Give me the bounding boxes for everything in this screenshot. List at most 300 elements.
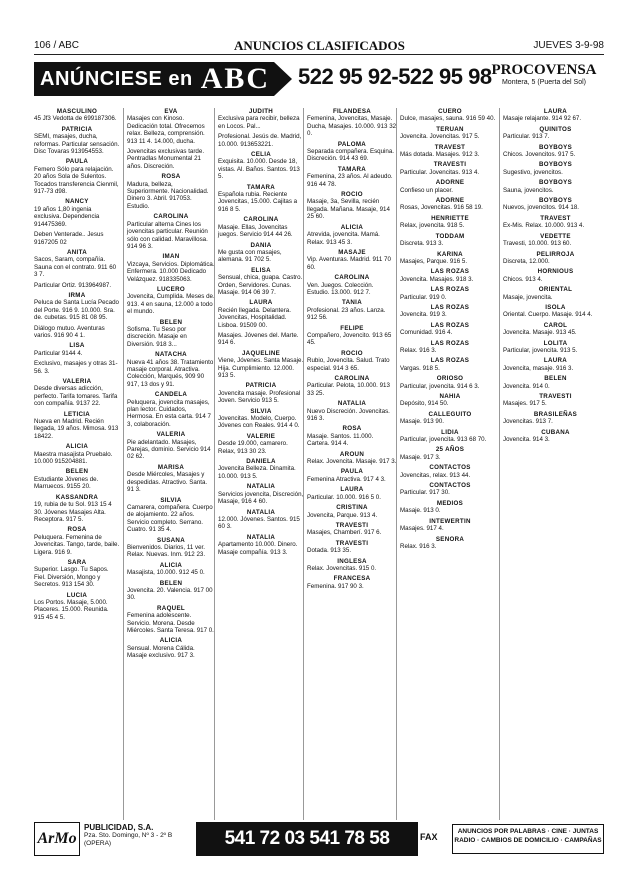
classified-ad <box>34 198 120 228</box>
classified-ad <box>34 443 120 465</box>
ad-title: TODDAM <box>435 232 465 240</box>
classified-ad <box>503 411 608 426</box>
ad-title: LUCERO <box>157 285 185 293</box>
ad-title: NANCY <box>65 198 89 206</box>
ad-body: Nuevo Discreción. Jovencitas. 916 3. <box>307 407 390 423</box>
classified-ad <box>34 158 120 195</box>
ad-body: Jovencita. 919 3. <box>400 311 447 319</box>
classified-ad <box>307 108 397 138</box>
ad-title: LAS ROZAS <box>430 303 470 311</box>
classified-ad <box>34 249 120 279</box>
ad-title: ISOLA <box>545 303 566 311</box>
ad-body: Peluquera. Femenina de Jovencitas. Tango, tarde, baile. Ligera. 916 9. <box>34 533 120 556</box>
ad-title: KASSANDRA <box>55 493 99 501</box>
ad-body: Nuevos, jovencitos. 914 18. <box>503 204 580 212</box>
ad-body: Desde Miércoles, Masajes y despedidas. Atractivo. Santa. 91 3. <box>127 471 208 494</box>
ad-body: 19 años 1,80 ingenia exclusiva. Dependencia 914475369. <box>34 205 100 228</box>
ad-title: ALICIA <box>159 637 183 645</box>
ad-body: Madura, belleza, Superiormente. Nacionalidad. Dinero 3. Abril. 917053. Estudio. <box>127 180 209 210</box>
ad-body: Masajes, Parque. 916 5. <box>400 257 468 265</box>
ad-body: Vargas. 918 5. <box>400 364 440 372</box>
ad-body: Comunidad. 916 4. <box>400 329 453 337</box>
fax-label: FAX <box>420 832 438 842</box>
ad-body: Sugestivo, jovencitos. <box>503 168 563 176</box>
classified-ad <box>503 126 608 141</box>
ad-title: EVA <box>164 108 178 115</box>
ad-title: LAS ROZAS <box>430 339 470 347</box>
ad-title: TRAVESTI <box>433 161 467 169</box>
ad-title: LAS ROZAS <box>430 321 470 329</box>
ad-body: Masaje, 3a, Sevilla, recién llegada. Mañana. Masaje, 914 25 60. <box>307 198 390 221</box>
classified-ad <box>34 559 120 589</box>
classified-ad <box>34 592 120 622</box>
ad-body: Masaje, jovencita. <box>503 293 553 301</box>
ad-title: BOYBOYS <box>538 143 573 151</box>
ad-body: Profesional. Jesús de. Madrid, 10.000. 913653221. <box>218 133 302 148</box>
classified-ad <box>307 141 397 163</box>
page-header <box>34 40 604 55</box>
classified-ad <box>127 253 215 283</box>
ad-title: PAULA <box>340 468 364 476</box>
classified-ad <box>34 360 120 375</box>
ad-title: ROCIO <box>341 349 363 357</box>
ad-body: Chicos. 913 4. <box>503 275 543 283</box>
classified-columns <box>34 108 604 820</box>
ad-title: FELIPE <box>340 324 364 332</box>
publisher-info <box>84 824 194 848</box>
classified-ad <box>218 534 304 556</box>
classified-ad <box>400 429 500 444</box>
ad-title: BELEN <box>159 318 183 326</box>
ad-body: Recién llegada. Delantera. Jovencitas, Hospitalidad. Lisboa. 91509 00. <box>218 306 291 329</box>
ad-title: JUDITH <box>248 108 274 115</box>
footer-ad <box>34 822 604 856</box>
ad-title: ORIENTAL <box>538 286 573 294</box>
ad-title: QUINITOS <box>539 125 572 133</box>
ad-body: Pie adelantado. Masajes, Parejas, dominio. Servicio 914 02 62. <box>127 438 211 461</box>
classified-ad <box>218 483 304 505</box>
ad-title: ANITA <box>67 248 87 256</box>
advertise-banner <box>34 62 604 100</box>
ad-title: MARISA <box>157 463 185 471</box>
ad-body: Masajes, Chamberí. 917 6. <box>307 529 382 537</box>
ad-body: Sofisma. Tu Seso por discreción. Masaje en Diversión. 918 3... <box>127 325 187 348</box>
ad-body: Femenina, 23 años. Al adeudo. 916 44 78. <box>307 173 393 188</box>
classified-ad <box>218 299 304 329</box>
classified-ad <box>400 108 500 123</box>
ad-body: Jovencitas. 913 7. <box>503 418 553 426</box>
ad-body: Particular, jovencita. 913 5. <box>503 346 578 354</box>
ad-title: LIDIA <box>441 428 459 436</box>
classified-ad <box>127 351 215 388</box>
ad-body: Jovencita. 914 3. <box>503 436 550 444</box>
page-number: 106 / ABC <box>34 40 80 51</box>
ad-title: CAROLINA <box>153 213 189 221</box>
classified-ad <box>503 304 608 319</box>
classified-ad <box>400 375 500 390</box>
ad-body: Particular. 919 0. <box>400 293 447 301</box>
classified-ad <box>503 340 608 355</box>
ad-title: NATACHA <box>155 351 187 359</box>
classified-ad <box>34 325 120 340</box>
classified-ad <box>503 197 608 212</box>
classified-ad <box>127 173 215 210</box>
ad-body: Jovencita. 20. Valencia. 917 00 30. <box>127 586 213 602</box>
ad-title: LAURA <box>543 357 568 365</box>
classified-ad <box>218 151 304 181</box>
ad-title: CUBANA <box>541 428 570 436</box>
publisher-name: PUBLICIDAD, S.A. <box>84 823 154 832</box>
publisher-address: Pza. Sto. Domingo, Nº 3 - 2º B (OPERA) <box>84 832 173 847</box>
classified-ad <box>127 108 215 145</box>
ad-title: LISA <box>69 342 85 350</box>
ad-title: CONTACTOS <box>429 482 471 490</box>
ad-title: TRAVESTI <box>539 393 572 400</box>
ad-body: Particular, jovencita. 913 68 70. <box>400 436 487 444</box>
classified-ad <box>218 184 304 214</box>
ad-body: Particular 9144 4. <box>34 349 83 357</box>
classified-ad <box>34 378 120 408</box>
classified-ad <box>218 133 304 148</box>
ad-title: NATALIA <box>246 508 276 516</box>
ad-title: 25 AÑOS <box>435 446 465 454</box>
ad-body: Exquisita. 10.000. Desde 18, vistas. Al. Baños. Santos. 913 5. <box>218 158 300 181</box>
services-line-1: ANUNCIOS POR PALABRAS · CINE · JUNTAS <box>457 828 599 835</box>
ad-title: TRAVEST <box>540 214 571 222</box>
ad-body: Relax, jovencita. 918 5. <box>400 222 465 230</box>
ad-body: Jovencita, Parque. 913 4. <box>307 511 378 519</box>
ad-title: VEDETTE <box>540 232 571 240</box>
classified-ad <box>127 637 215 659</box>
ad-title: CANDELA <box>154 391 188 399</box>
ad-title: NATALIA <box>246 483 276 491</box>
classified-ad <box>34 494 120 524</box>
services-box <box>452 824 604 854</box>
ad-title: CONTACTOS <box>429 464 471 472</box>
classified-ad <box>503 108 608 123</box>
classified-ad <box>503 393 608 408</box>
classified-ad <box>127 213 215 250</box>
column-4 <box>303 108 397 820</box>
ad-body: Jovencita. 914 0. <box>503 382 550 390</box>
classified-ad <box>400 340 500 355</box>
ad-title: BELEN <box>159 579 183 587</box>
arrow-shape <box>274 62 292 96</box>
classified-ad <box>400 304 500 319</box>
ad-title: BELEN <box>65 468 89 476</box>
classified-ad <box>503 286 608 301</box>
ad-title: CAROLINA <box>334 375 370 382</box>
ad-title: CUERO <box>438 108 462 115</box>
ad-title: INGLESA <box>337 557 367 565</box>
ad-title: LAS ROZAS <box>430 268 470 276</box>
ad-body: Particular. 917 30. <box>400 489 450 497</box>
ad-body: Particular. 10.000. 916 5 0. <box>307 493 381 501</box>
ad-body: Atrevida, jovencita. Mamá. Relax. 913 45 3. <box>307 231 380 246</box>
classified-ad <box>307 191 397 221</box>
classified-ad <box>127 464 215 494</box>
classified-ad <box>400 179 500 194</box>
ad-body: Discreta, 12.000. <box>503 257 550 265</box>
classified-ad <box>503 179 608 194</box>
ad-body: Masajes con Kinoso. Dedicación total. Ofrecemos relax. Belleza, comprensión. 913 11 4. 14.000, ducha. <box>127 115 205 145</box>
ad-body: Masajes. 917 4. <box>400 525 444 533</box>
classified-ad <box>307 350 397 372</box>
procovensa-block <box>484 62 604 86</box>
classified-ad <box>127 319 215 349</box>
ad-body: Los Portos. Masaje, 5.000. Placeres. 15.000. Reunida. 915 45 4 5. <box>34 598 109 621</box>
classified-ad <box>400 518 500 533</box>
ad-title: CAROLINA <box>243 216 279 224</box>
ad-body: Masaje. Ellas, Jovencitas juegos. Servicio 914 44 26. <box>218 223 293 239</box>
ad-body: Dulce, masajes, sauna. 916 59 40. <box>400 115 496 123</box>
ad-title: ADORNE <box>435 179 465 187</box>
ad-body: Sacos, Saram, compañía. Sauna con el contrato. 911 60 3 7. <box>34 256 117 279</box>
classified-ad <box>307 400 397 422</box>
ad-body: Particular. Jovencitas. 913 4. <box>400 168 480 176</box>
classified-ad <box>307 451 397 466</box>
ad-body: Rubio, Jovencita. Salud. Trato especial. 914 3 65. <box>307 357 390 372</box>
ad-body: Particular, jovencita. 914 6 3. <box>400 382 480 390</box>
ad-title: MEDIOS <box>436 499 464 507</box>
ad-title: TANIA <box>342 299 362 307</box>
ad-title: NAHIA <box>439 393 461 400</box>
ad-body: Ven. Juegos. Colección. Estudio. 13.000. 912 7. <box>307 281 374 296</box>
ad-body: Masajes. 917 5. <box>503 400 547 408</box>
ad-title: JAQUELINE <box>241 349 281 357</box>
ad-body: Femenina. 917 90 3. <box>307 582 364 590</box>
column-2 <box>123 108 215 820</box>
classified-ad <box>34 231 120 246</box>
classified-ad <box>400 482 500 497</box>
ad-title: CELIA <box>250 151 272 159</box>
ad-body: Oriental. Cuerpo. Masaje. 914 4. <box>503 311 593 319</box>
classified-ad <box>34 526 120 556</box>
ad-body: Viene, Jóvenes. Santa Masaje. Hija. Cumplimiento. 12.000. 913 5. <box>218 357 304 379</box>
ad-body: Relax. Jovencita. Masaje. 917 3. <box>307 458 397 466</box>
ad-body: Masaje. 913 0. <box>400 507 441 515</box>
classified-ad <box>127 562 215 577</box>
classified-ad <box>218 458 304 480</box>
ad-body: Relax. Jovencitas. 915 0. <box>307 564 377 572</box>
ad-title: DANIA <box>250 241 272 249</box>
ad-body: Chicos. Jovencitos. 917 5. <box>503 151 576 159</box>
classified-ad <box>400 144 500 159</box>
ad-title: LETICIA <box>63 410 91 418</box>
ad-body: Masajes. Jóvenes del. Marte. 914 6. <box>218 331 299 347</box>
ad-body: Jovencita, masaje. 916 3. <box>503 364 574 372</box>
ad-title: VALERIE <box>246 432 276 440</box>
footer-phones: 541 72 03 541 78 58 <box>196 822 418 856</box>
ad-title: LOLITA <box>543 339 568 347</box>
ad-body: Femero Sólo para relajación. 20 años Sola de Sulentos. Tocados transferencia Cienmil, 917-73 d98. <box>34 165 119 196</box>
ad-title: FILANDESA <box>332 108 372 115</box>
ad-title: PATRICIA <box>61 125 93 133</box>
ad-body: Separada compañera. Esquina. Discreción. 914 43 69. <box>307 148 395 163</box>
ad-title: TRAVESTI <box>335 521 369 529</box>
classified-ad <box>503 144 608 159</box>
ad-title: ALICIA <box>65 443 89 451</box>
ad-body: Particular alterna Cines los jovencitas particular. Reunión sólo con calidad. Maravillosa. 914 96 3. <box>127 220 208 250</box>
ad-body: Jovencita masaje. Profesional Joven. Servicio 913 5. <box>218 389 301 405</box>
classified-ad <box>127 286 215 316</box>
classified-ad <box>127 580 215 602</box>
classified-ad <box>218 242 304 264</box>
classified-ad <box>307 224 397 246</box>
classified-ad <box>127 148 215 170</box>
ad-title: ROSA <box>67 526 87 534</box>
ad-title: ALICIA <box>340 223 364 231</box>
ad-title: MASAJE <box>338 248 366 256</box>
ad-body: Dotada. 913 35. <box>307 547 352 555</box>
classified-ad <box>34 468 120 490</box>
ad-body: Depósito, 914 50. <box>400 400 449 408</box>
banner-phones: 522 95 92-522 95 98 <box>298 64 492 89</box>
classified-ad <box>127 537 215 559</box>
ad-body: Confieso un placer. <box>400 186 453 194</box>
ad-body: Sensual, chica, guapa. Castro. Orden, Servidores. Cunas. Masaje. 914 06 39 7. <box>218 274 303 296</box>
ad-body: Travesti, 10.000. 913 60. <box>503 240 572 248</box>
ad-title: PATRICIA <box>245 382 277 390</box>
services-line-2: RADIO · CAMBIOS DE DOMICILIO · CAMPAÑAS <box>454 837 602 844</box>
ad-body: Deben Venterade.. Jesus 9167205 02 <box>34 231 104 246</box>
classified-ad <box>503 215 608 230</box>
ad-title: HENRIETTE <box>431 214 469 222</box>
ad-body: Compañero, Jovencito. 913 65 45. <box>307 331 392 347</box>
ad-title: KARINA <box>437 250 463 258</box>
ad-body: Desde diversas adicción, perfecto. Tarifa tomares. Tarifa con compañía. 9137 22. <box>34 385 118 408</box>
classified-ad <box>307 375 397 397</box>
classified-ad <box>400 446 500 461</box>
classified-ad <box>503 161 608 176</box>
classified-ad <box>307 325 397 347</box>
classified-ad <box>218 433 304 455</box>
ad-title: TRAVESTI <box>335 539 369 547</box>
ad-title: ALICIA <box>159 561 183 569</box>
ad-title: NATALIA <box>246 533 276 541</box>
classified-ad <box>307 575 397 590</box>
ad-body: Jovencita. Masaje. 913 45. <box>503 329 577 337</box>
ad-body: Jovencitas. Modelo, Cuerpo. Jóvenes con Reales. 914 4 0. <box>218 415 300 430</box>
classified-ad <box>307 504 397 519</box>
procovensa-name: PROCOVENSA <box>491 62 597 78</box>
ad-body: SEMI, masajes, ducha, reformas. Particular sensación. Disc Tovaras 913954553. <box>34 133 120 156</box>
procovensa-address: Montera, 5 (Puerta del Sol) <box>501 79 587 86</box>
ad-body: Nueva 41 años 38. Tratamiento masaje corporal. Atractiva. Colección, Marqués, 909 90 917, 13 dos y 91. <box>127 358 214 388</box>
classified-ad <box>307 249 397 271</box>
ad-title: BOYBOYS <box>538 161 573 169</box>
classified-ad <box>307 558 397 573</box>
ad-body: Exclusiva para recibir, belleza en Locos. Pal... <box>218 115 300 130</box>
classified-ad <box>127 391 215 428</box>
ad-title: ORIOSO <box>436 375 464 383</box>
ad-body: Servicios jovencita, Discreción, Masaje, 916 4 60. <box>218 490 304 506</box>
classified-ad <box>503 268 608 283</box>
classified-ad <box>34 108 120 123</box>
ad-body: Jovencita Belleza. Dinamita. 10.000. 913 5. <box>218 465 296 480</box>
ad-title: SILVIA <box>160 496 182 504</box>
ad-title: ROSA <box>342 425 362 433</box>
ad-title: TAMARA <box>337 165 367 173</box>
ad-title: SARA <box>67 558 87 566</box>
classified-ad <box>503 375 608 390</box>
ad-body: Discreta. 913 3. <box>400 240 444 248</box>
classified-ad <box>307 166 397 188</box>
classified-ad <box>400 536 500 551</box>
ad-body: Bienvenidos. Diarios, 11 ver. Relax. Nuevas. Inm. 912 23. <box>127 543 206 559</box>
ad-title: ADORNE <box>435 197 465 205</box>
ad-body: Nueva en Madrid. Recién llegada, 19 años. Mimosa. 913 18422. <box>34 418 119 440</box>
ad-body: Particular. 913 7. <box>503 133 550 141</box>
ad-body: Sauna, jovencitos. <box>503 186 554 194</box>
classified-ad <box>400 251 500 266</box>
ad-title: BOYBOYS <box>538 179 573 187</box>
column-3 <box>214 108 304 820</box>
classified-ad <box>400 500 500 515</box>
ad-body: Me gusta con masajes, alemana. 91 702 5. <box>218 248 282 264</box>
ad-title: SUSANA <box>157 536 185 544</box>
ad-body: Maestra masajista Pruebalo. 10.000 915204881. <box>34 450 113 466</box>
ad-title: SENORA <box>435 535 465 543</box>
ad-title: BOYBOYS <box>538 197 573 205</box>
classified-ad <box>400 215 500 230</box>
armo-logo: ArMo <box>34 822 80 856</box>
classified-ad <box>127 605 215 635</box>
classified-ad <box>34 411 120 441</box>
ad-body: Superior. Lasgo. Tu Sapos. Fiel. Diversión, Mongo y Secretos. 913 154 30. <box>34 566 109 589</box>
classified-ad <box>218 350 304 380</box>
ad-body: Femenina adolescente. Servicio. Morena. Desde Miércoles. Santa Teresa. 917 0. <box>127 612 214 634</box>
ad-body: Ex-Mis. Relax. 10.000. 913 4. <box>503 222 585 230</box>
ad-title: VALERIA <box>156 431 186 439</box>
ad-body: Jovencita. Jovencitas. 917 5. <box>400 133 480 141</box>
ad-body: 12.000. Jóvenes. Santos. 915 60 3. <box>218 515 300 531</box>
classified-ad <box>307 540 397 555</box>
ad-body: Relax. 916 3. <box>400 346 437 354</box>
classified-ad <box>218 509 304 531</box>
ad-body: Jovencitas, relax. 913 44. <box>400 471 471 479</box>
ad-body: Masajista, 10.000. 912 45 0. <box>127 569 205 577</box>
ad-title: FRANCESA <box>333 575 371 583</box>
classified-ad <box>307 299 397 321</box>
ad-body: Vizcaya, Servicios. Diplomática. Enfermera. 10.000 Dedicado Velázquez. 918335063. <box>127 260 215 283</box>
ad-body: Relax. 916 3. <box>400 542 437 550</box>
ad-title: DANIELA <box>246 458 276 466</box>
classified-ad <box>218 216 304 238</box>
ad-title: BRASILEÑAS <box>533 410 578 418</box>
anunciese-label: ANÚNCIESE en <box>40 67 193 90</box>
ad-title: CAROL <box>543 321 568 329</box>
ad-body: Exclusivo, masajes y otras 31-56. 3. <box>34 360 118 375</box>
classified-ad <box>400 233 500 248</box>
column-1 <box>34 108 120 820</box>
ad-body: Apartamento 10.000. Dinero. Masaje compañía. 913 3. <box>218 541 298 556</box>
classified-ad <box>400 411 500 426</box>
ad-body: Profesional. 23 años. Lanza. 912 56. <box>307 306 386 322</box>
classified-ad <box>34 126 120 156</box>
ad-body: Femenina Atractiva. 917 4 3. <box>307 475 386 483</box>
classified-ad <box>503 357 608 372</box>
classified-ad <box>503 429 608 444</box>
ad-title: ELISA <box>251 266 271 274</box>
classified-ad <box>400 268 500 283</box>
ad-body: Masaje. 913 90. <box>400 418 445 426</box>
ad-body: Española rubia. Reciente Jovencitas, 15.000. Cajitas a 916 8 5. <box>218 191 298 213</box>
ad-title: ROCIO <box>341 191 363 199</box>
classified-ad <box>218 267 304 297</box>
ad-body: Masaje. Santos. 11.000. Cartera. 914 4. <box>307 432 374 448</box>
ad-body: Peluca de Santa Lucía Pecado del Porte. 916 9. 10.000. Sra. de. cubetas. 915 81 08 95. <box>34 299 119 322</box>
